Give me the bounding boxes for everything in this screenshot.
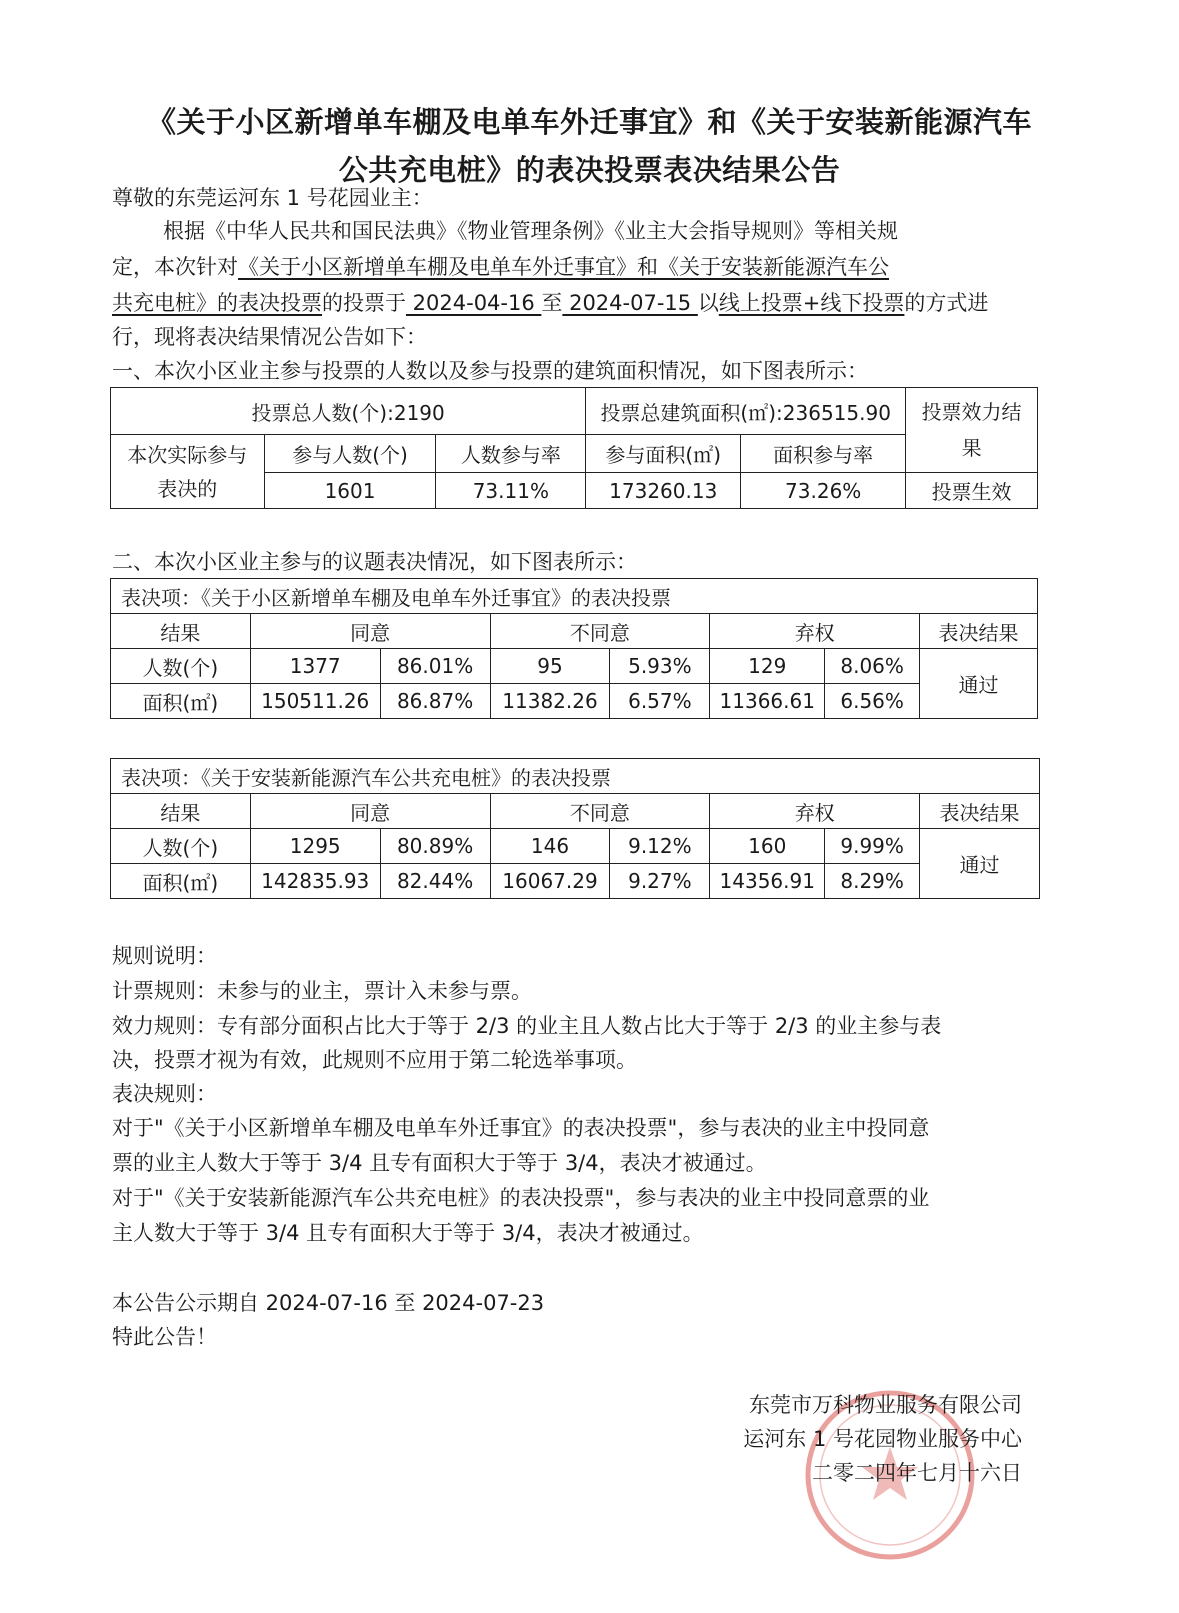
header-result: 结果: [111, 614, 251, 649]
disagree-area-pct: 9.27%: [610, 864, 710, 899]
header-participant-rate: 人数参与率: [436, 435, 586, 473]
agree-people: 1377: [250, 649, 380, 684]
vote-rule-2-line-1: 对于"《关于安装新能源汽车公共充电桩》的表决投票"，参与表决的业主中投同意票的业: [112, 1186, 930, 1210]
row-label-people: 人数(个): [111, 649, 251, 684]
header-final-result: 表决结果: [920, 794, 1040, 829]
counting-rule: 计票规则：未参与的业主，票计入未参与票。: [112, 979, 532, 1003]
participation-table: [110, 387, 1038, 509]
vote-rule-2-line-2: 主人数大于等于 3/4 且专有面积大于等于 3/4，表决才被通过。: [112, 1221, 704, 1245]
abstain-people-pct: 8.06%: [825, 649, 920, 684]
agree-people-pct: 80.89%: [380, 829, 490, 864]
vote-table-ev-charger: [110, 758, 1040, 899]
header-agree: 同意: [250, 614, 490, 649]
abstain-people: 129: [710, 649, 825, 684]
vote-rule-1-line-2: 票的业主人数大于等于 3/4 且专有面积大于等于 3/4，表决才被通过。: [112, 1151, 767, 1175]
vote-item-title: 表决项：《关于小区新增单车棚及电单车外迁事宜》的表决投票: [111, 579, 1038, 614]
area-rate: 73.26%: [741, 473, 906, 509]
title-line-2: 公共充电桩》的表决投票表决结果公告: [338, 153, 841, 187]
participant-count: 1601: [264, 473, 436, 509]
disagree-people: 95: [490, 649, 610, 684]
abstain-area-pct: 6.56%: [825, 684, 920, 719]
agree-people: 1295: [250, 829, 380, 864]
final-result: 通过: [920, 829, 1040, 899]
header-disagree: 不同意: [490, 794, 710, 829]
row-label-area: 面积(㎡): [111, 864, 251, 899]
intro-line-3: [112, 288, 988, 318]
intro-underlined-topic: 《关于小区新增单车棚及电单车外迁事宜》和《关于安装新能源汽车公: [238, 255, 889, 279]
header-area-rate: 面积参与率: [741, 435, 906, 473]
section-1-heading: 一、本次小区业主参与投票的人数以及参与投票的建筑面积情况，如下图表所示：: [112, 359, 868, 383]
vote-table-bike-shed: [110, 578, 1038, 719]
disagree-people-pct: 5.93%: [610, 649, 710, 684]
signature-service-center: 运河东 1 号花园物业服务中心: [743, 1427, 1022, 1451]
intro-text: 的投票于: [322, 291, 406, 315]
vote-start-date: 2024-04-16: [406, 291, 542, 315]
vote-rule-heading: 表决规则：: [112, 1082, 217, 1106]
intro-text: 至: [541, 291, 563, 315]
agree-area: 142835.93: [250, 864, 380, 899]
effect-header: 投票效力结果: [906, 388, 1038, 473]
vote-item-title: 表决项：《关于安装新能源汽车公共充电桩》的表决投票: [111, 759, 1040, 794]
intro-line-2: [112, 252, 889, 282]
total-voters: 投票总人数(个):2190: [111, 388, 586, 435]
header-abstain: 弃权: [710, 614, 920, 649]
disagree-people: 146: [490, 829, 610, 864]
vote-end-date: 2024-07-15: [562, 291, 698, 315]
vote-rule-1-line-1: 对于"《关于小区新增单车棚及电单车外迁事宜》的表决投票"，参与表决的业主中投同意: [112, 1116, 930, 1140]
intro-text: 定，本次针对: [112, 255, 238, 279]
row-label-people: 人数(个): [111, 829, 251, 864]
effect-rule-line-1: 效力规则：专有部分面积占比大于等于 2/3 的业主且人数占比大于等于 2/3 的业主参与表: [112, 1014, 942, 1038]
disagree-area: 16067.29: [490, 864, 610, 899]
header-disagree: 不同意: [490, 614, 710, 649]
abstain-people-pct: 9.99%: [825, 829, 920, 864]
closing-statement: 特此公告！: [112, 1325, 217, 1349]
disagree-area: 11382.26: [490, 684, 610, 719]
abstain-area: 11366.61: [710, 684, 825, 719]
participant-area: 173260.13: [586, 473, 741, 509]
section-2-heading: 二、本次小区业主参与的议题表决情况，如下图表所示：: [112, 550, 637, 574]
vote-method: 线上投票+线下投票: [718, 291, 905, 315]
signature-date: 二零二四年七月十六日: [812, 1461, 1022, 1485]
intro-line-1: 根据《中华人民共和国民法典》《物业管理条例》《业主大会指导规则》等相关规: [163, 219, 898, 243]
row-label-area: 面积(㎡): [111, 684, 251, 719]
abstain-people: 160: [710, 829, 825, 864]
intro-underlined-topic-end: 共充电桩》的表决投票: [112, 291, 322, 315]
header-result: 结果: [111, 794, 251, 829]
header-participant-count: 参与人数(个): [264, 435, 436, 473]
signature-company: 东莞市万科物业服务有限公司: [749, 1393, 1022, 1417]
title-line-1: 《关于小区新增单车棚及电单车外迁事宜》和《关于安装新能源汽车: [146, 105, 1032, 139]
final-result: 通过: [920, 649, 1038, 719]
greeting: 尊敬的东莞运河东 1 号花园业主：: [112, 186, 433, 210]
intro-line-4: 行，现将表决结果情况公告如下：: [112, 325, 427, 349]
actual-participants-label: 本次实际参与表决的: [111, 435, 265, 509]
total-area: 投票总建筑面积(㎡):236515.90: [586, 388, 906, 435]
notice-period: 本公告公示期自 2024-07-16 至 2024-07-23: [112, 1291, 545, 1315]
disagree-area-pct: 6.57%: [610, 684, 710, 719]
header-agree: 同意: [250, 794, 490, 829]
header-participant-area: 参与面积(㎡): [586, 435, 741, 473]
intro-text: 的方式进: [904, 291, 989, 315]
abstain-area-pct: 8.29%: [825, 864, 920, 899]
effect-rule-line-2: 决，投票才视为有效，此规则不应用于第二轮选举事项。: [112, 1048, 637, 1072]
agree-area: 150511.26: [250, 684, 380, 719]
header-final-result: 表决结果: [920, 614, 1038, 649]
participant-rate: 73.11%: [436, 473, 586, 509]
intro-text: 以: [697, 291, 719, 315]
document-title: [60, 98, 1119, 194]
header-abstain: 弃权: [710, 794, 920, 829]
vote-effect: 投票生效: [906, 473, 1038, 509]
agree-area-pct: 86.87%: [380, 684, 490, 719]
rules-heading: 规则说明：: [112, 944, 217, 968]
agree-people-pct: 86.01%: [380, 649, 490, 684]
abstain-area: 14356.91: [710, 864, 825, 899]
agree-area-pct: 82.44%: [380, 864, 490, 899]
disagree-people-pct: 9.12%: [610, 829, 710, 864]
